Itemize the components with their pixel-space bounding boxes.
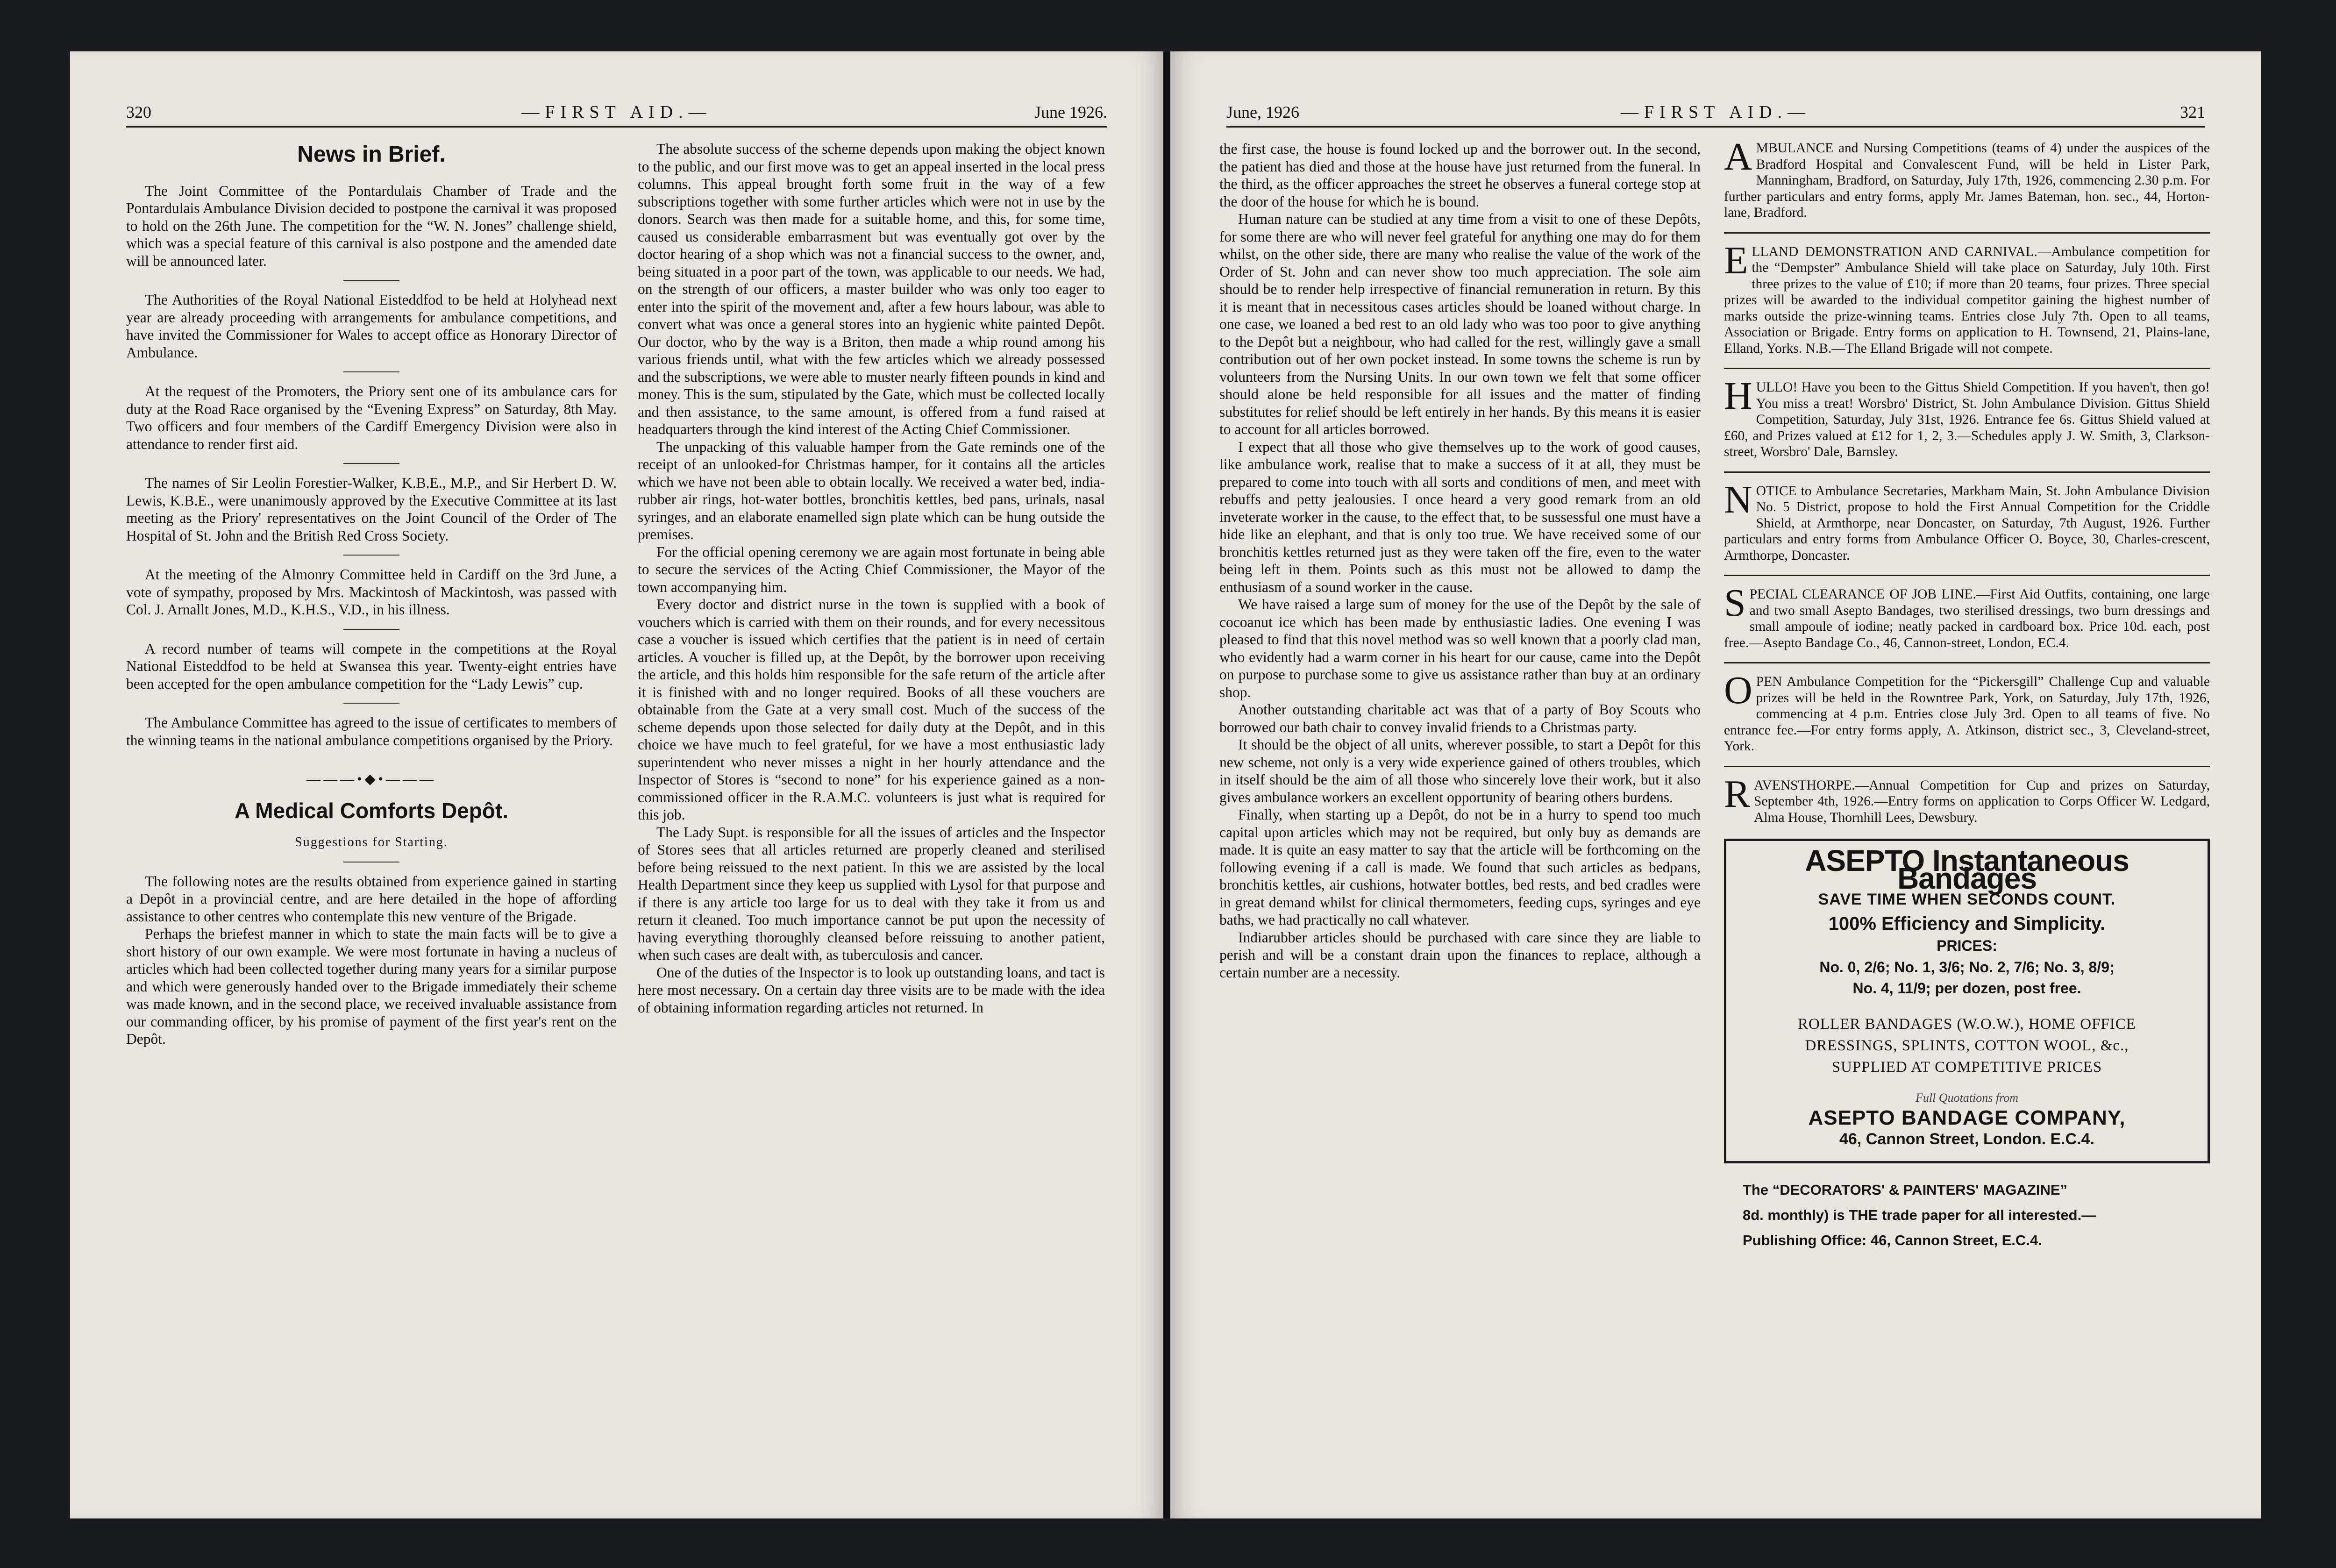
ad-title: ASEPTO Instantaneous Bandages [1805, 844, 2129, 895]
depot-paragraph: The following notes are the results obtained from experience gained in starting a Depôt in a provincial centre, and are here detailed in the hope of affording assistance to other centres who contemplate this new venture of the Brigade. [126, 873, 617, 925]
notice-text: AVENSTHORPE.—Annual Competition for Cup and prizes on Saturday, September 4th, 1926.—Entry forms on application to Corps Officer W. Ledgard, Alma House, Thornhill Lees, Dewsbury. [1754, 777, 2210, 825]
depot-subheading: Suggestions for Starting. [295, 835, 448, 849]
notice-pickersgill [1724, 669, 2210, 755]
ad-address: 46, Cannon Street, London. E.C.4. [1839, 1130, 2094, 1148]
divider [343, 555, 399, 556]
page-number: 320 [126, 103, 151, 121]
drop-cap: R [1724, 772, 1751, 816]
news-paragraph: The names of Sir Leolin Forestier-Walker, K.B.E., M.P., and Sir Herbert D. W. Lewis, K.B.E., were unanimously approved by the Executive Committee at its last meeting as the Priory' representatives on the Joint Council of the Order of The Hospital of St. John and the British Red Cross Society. [126, 475, 617, 544]
right-column-2-notices [1724, 140, 2210, 1481]
running-title: —FIRST AID.— [1620, 102, 1811, 122]
issue-date: June 1926. [1034, 103, 1107, 121]
divider [1724, 471, 2210, 473]
notice-markham [1724, 478, 2210, 564]
right-page [1170, 51, 2261, 1518]
notice-text: MBULANCE and Nursing Competitions (teams of 4) under the auspices of the Bradford Hospital and Convalescent Fund, will be held in Lister Park, Manningham, Bradford, on Saturday, July 17th, 1926, commencing 2.30 p.m. For further particulars and entry forms, apply Mr. James Bateman, hon. sec., 44, Horton-lane, Bradford. [1724, 141, 2210, 220]
news-paragraph: The Ambulance Committee has agreed to the issue of certificates to members of the winning teams in the national ambulance competitions organised by the Priory. [126, 714, 617, 748]
left-column-2 [638, 140, 1105, 1481]
divider [343, 703, 399, 704]
news-paragraph: The Joint Committee of the Pontardulais Chamber of Trade and the Pontardulais Ambulance Division decided to postpone the carnival it was proposed to hold on the 26th June. The competition for the “W. N. Jones” challenge shield, which was a special feature of this carnival is also postpone and the amended date will be announced later. [126, 182, 617, 269]
notice-clearance [1724, 581, 2210, 651]
divider [1724, 662, 2210, 663]
article-paragraph: I expect that all those who give themselves up to the work of good causes, like ambulance work, realise that to make a success of it at all, they must be prepared to come into touch with all sorts and conditions of men, and meet with rebuffs and petty jealousies. I once heard a very good remark from an old inveterate worker in the cause, to the effect that, to be sussessful one must have a hide like an elephant, and that is only too true. We have received some of our bronchitis kettles returned just as they were taken off the fire, even to the water being left in them. Points such as this must not be allowed to damp the enthusiasm of a sound worker in the cause. [1219, 438, 1701, 595]
ad-prices-line: No. 4, 11/9; per dozen, post free. [1852, 980, 2081, 997]
ad-products [1736, 1013, 2198, 1078]
article-paragraph: Finally, when starting up a Depôt, do not be in a hurry to spend too much capital upon articles which may not be required, but only buy as demands are made. It is quite an easy matter to say that the article will be forthcoming on the following evening if a call is made. We found that such articles as bedpans, bronchitis kettles, air cushions, hotwater bottles, bed rests, and bed cradles were in great demand whilst for clinical thermometers, feeding cups, syringes and eye baths, we had practically no call whatever. [1219, 806, 1701, 928]
running-head-left [126, 98, 1107, 128]
depot-paragraph: One of the duties of the Inspector is to look up outstanding loans, and tact is here most necessary. On a certain day three visits are to be made with the idea of obtaining information regarding articles not returned. In [638, 964, 1105, 1016]
ad-company: ASEPTO BANDAGE COMPANY, [1808, 1106, 2126, 1129]
notice-text: ULLO! Have you been to the Gittus Shield Competition. If you haven't, then go! You miss a treat! Worsbro' District, St. John Ambulance Division. Gittus Shield Competition, Saturday, July 31st, 1926. Entrance fee 6s. Gittus Shield valued at £60, and Prizes valued at £12 for 1, 2, 3.—Schedules apply J. W. Smith, 3, Clarkson-street, Worsbro' Dale, Barnsley. [1724, 380, 2210, 459]
ad-prices-line: No. 0, 2/6; No. 1, 3/6; No. 2, 7/6; No. 3, 8/9; [1819, 958, 2115, 976]
notice-gittus [1724, 374, 2210, 460]
page-number: 321 [2180, 103, 2205, 121]
divider [343, 371, 399, 372]
news-paragraph: At the request of the Promoters, the Priory sent one of its ambulance cars for duty at the Road Race organised by the “Evening Express” on Saturday, 8th May. Two officers and four members of the Cardiff Emergency Division were also in attendance to render first aid. [126, 383, 617, 452]
running-title: —FIRST AID.— [521, 102, 712, 122]
news-paragraph: The Authorities of the Royal National Eisteddfod to be held at Holyhead next year are already proceeding with arrangements for ambulance competitions, and have invited the Commissioner for Wales to accept office as Honorary Director of Ambulance. [126, 292, 617, 361]
notice-bradford [1724, 140, 2210, 221]
divider [1724, 368, 2210, 369]
article-paragraph: We have raised a large sum of money for the use of the Depôt by the sale of cocoanut ice which has been made by enthusiastic ladies. One evening I was pleased to find that this novel method was so well known that a poorly clad man, who evidently had a warm corner in his heart for our cause, came into the Depôt on purpose to purchase some to give us assistance rather than buy at an ordinary shop. [1219, 596, 1701, 700]
magazine-advertisement [1724, 1177, 2210, 1253]
issue-date: June, 1926 [1226, 103, 1299, 121]
notice-elland [1724, 238, 2210, 357]
notice-text: PECIAL CLEARANCE OF JOB LINE.—First Aid Outfits, containing, one large and two small Asepto Bandages, two sterilised dressings, two burn dressings and small ampoule of iodine; neatly packed in cardboard box. Price 10d. each, post free.—Asepto Bandage Co., 46, Cannon-street, London, EC.4. [1724, 587, 2210, 650]
article-paragraph: Indiarubber articles should be purchased with care since they are liable to perish and will be a constant drain upon the finances to replace, although a certain number are a necessity. [1219, 929, 1701, 981]
drop-cap: H [1724, 374, 1752, 418]
divider [1724, 766, 2210, 767]
drop-cap: S [1724, 581, 1746, 625]
right-column-1 [1219, 140, 1701, 1481]
magazine-ad-line: The “DECORATORS' & PAINTERS' MAGAZINE” [1743, 1182, 2068, 1198]
ad-efficiency: 100% Efficiency and Simplicity. [1828, 913, 2106, 934]
ad-prices-label: PRICES: [1937, 937, 1997, 954]
magazine-ad-line: 8d. monthly) is THE trade paper for all interested.— [1743, 1207, 2096, 1223]
news-heading: News in Brief. [297, 142, 446, 167]
running-head-right [1226, 98, 2205, 128]
depot-paragraph: The absolute success of the scheme depends upon making the object known to the public, and our first move was to get an appeal inserted in the local press columns. This appeal brought forth some fruit in the way of a few subscriptions together with some further articles which were not in use by the donors. Search was then made for a suitable home, and this, for some time, caused us considerable embarrasment but was eventually got over by the doctor hearing of a shop which was not a financial success to the owner, and, being situated in a poor part of the town, was applicable to our needs. We had, on the strength of our officers, a master builder who was only too eager to enter into the spirit of the movement and, after a few hours labour, was able to convert what was once a general stores into an hygienic white painted Depôt. Our doctor, who by the way is a Briton, then made a whip round among his various friends until, what with the few articles which we already possessed and the subscriptions, we were able to muster nearly fifteen pounds in kind and money. This is the sum, stipulated by the Gate, which must be collected locally and then assistance, to the same amount, is offered from a fund raised at headquarters through the kind interest of the Acting Chief Commissioner. [638, 141, 1105, 437]
left-column-1 [126, 140, 617, 1481]
notice-text: PEN Ambulance Competition for the “Pickersgill” Challenge Cup and valuable prizes will be held in the Rowntree Park, York, on Saturday, July 17th, 1926, commencing at 4 p.m. Entries close July 3rd. Open to all teams of five. No entrance fee.—For entry forms apply, A. Atkinson, district sec., 3, Cleveland-street, York. [1724, 674, 2210, 754]
asepto-advertisement [1724, 839, 2210, 1163]
divider [1724, 232, 2210, 234]
depot-paragraph: Every doctor and district nurse in the town is supplied with a book of vouchers which is carried with them on their rounds, and for every necessitous case a voucher is issued which certifies that the patient is in need of certain articles. A voucher is filled up, at the Depôt, by the borrower upon receiving the article, and this holds him responsible for the safe return of the article after it is finished with and no longer required. Books of all these vouchers are obtainable from the Gate at a very small cost. Much of the success of the scheme depends upon those selected for daily duty at the Depôt, and in this choice we have much to feel grateful, for we have a most enthusiastic lady superintendent who never misses a night in her hourly attendance and the Inspector of Stores is “second to none” for his experience gained as a non-commissioned officer in the R.A.M.C. volunteers is just what is required for this job. [638, 596, 1105, 823]
article-paragraph: Another outstanding charitable act was that of a party of Boy Scouts who borrowed our bath chair to convey invalid friends to a Christmas party. [1219, 701, 1701, 735]
notice-ravensthorpe [1724, 772, 2210, 826]
divider [343, 629, 399, 630]
depot-paragraph: Perhaps the briefest manner in which to state the main facts will be to give a short history of our own example. We were most fortunate in having a nucleus of articles which had been collected together during many years for a similar purpose and which were generously handed over to the Brigade immediately their scheme was made known, and in the second place, we received invaluable assistance from our commanding officer, by his promise of payment of the first year's rent on the Depôt. [126, 926, 617, 1047]
drop-cap: E [1724, 238, 1748, 282]
magazine-ad-line: Publishing Office: 46, Cannon Street, E.C.4. [1743, 1232, 2042, 1248]
depot-paragraph: The Lady Supt. is responsible for all the issues of articles and the Inspector of Stores sees that all articles returned are properly cleaned and sterilised before being reissued to the next patient. In this we are assisted by the local Health Department since they keep us supplied with Lysol for that purpose and if there is any article too large for us to deal with they take it from us and return it cleaned. Too much importance cannot be put upon the necessity of having everything thoroughly cleansed before reissuing to another patient, when such cases are dealt with, as tuberculosis and cancer. [638, 824, 1105, 963]
depot-paragraph: For the official opening ceremony we are again most fortunate in being able to secure the services of the Acting Chief Commissioner, the Mayor of the town accompanying him. [638, 543, 1105, 595]
ad-quotations: Full Quotations from [1915, 1090, 2019, 1105]
depot-heading: A Medical Comforts Depôt. [234, 798, 509, 823]
article-paragraph: Human nature can be studied at any time from a visit to one of these Depôts, for some there are who will never feel grateful for anything one may do for them whilst, on the other side, there are many who realise the value of the work of the Order of St. John and can never show too much appreciation. The sole aim should be to render help irrespective of financial remuneration in return. By this it is meant that in necessitous cases articles should be loaned without charge. In one case, we loaned a bed rest to an old lady who was too poor to give anything to the Depôt but a neighbour, who had called for the rest, willingly gave a small contribution out of her own pocket instead. In some towns the scheme is run by volunteers from the Nursing Units. In our own town we felt that some officer should alone be held responsible for all issues and the matter of finding substitutes for relief should be left entirely in her hands. By this means it is easier to account for all articles borrowed. [1219, 211, 1701, 437]
left-page [70, 51, 1163, 1518]
ad-tagline: SAVE TIME WHEN SECONDS COUNT. [1818, 891, 2116, 908]
article-paragraph: the first case, the house is found locked up and the borrower out. In the second, the patient has died and those at the house have just returned from the funeral. In the third, as the officer approaches the street he observes a funeral cortege stop at the door of the house for which he is bound. [1219, 141, 1701, 210]
notice-text: OTICE to Ambulance Secretaries, Markham Main, St. John Ambulance Division No. 5 District, propose to hold the First Annual Competition for the Criddle Shield, at Armthorpe, near Doncaster, on Saturday, 7th August, 1926. Further particulars and entry forms from Ambulance Officer O. Boyce, 30, Charles-crescent, Armthorpe, Doncaster. [1724, 483, 2210, 563]
ornament-divider: ———•◆•——— [306, 771, 437, 787]
divider [343, 280, 399, 281]
drop-cap: A [1724, 140, 1752, 178]
ad-products-line: DRESSINGS, SPLINTS, COTTON WOOL, &c., [1805, 1037, 2129, 1054]
news-paragraph: At the meeting of the Almonry Committee held in Cardiff on the 3rd June, a vote of sympathy, proposed by Mrs. Mackintosh of Mackintosh, was passed with Col. J. Arnallt Jones, M.D., K.H.S., V.D., in his illness. [126, 566, 617, 618]
ad-products-line: ROLLER BANDAGES (W.O.W.), HOME OFFICE [1798, 1015, 2136, 1033]
notice-text: LLAND DEMONSTRATION AND CARNIVAL.—Ambulance competition for the “Dempster” Ambulance Shield will take place on Saturday, July 10th. First three prizes to the value of £10; if more than 20 teams, four prizes. Three special prizes will be awarded to the individual competitor gaining the highest number of marks outside the prize-winning teams. Entries close July 7th. Open to all teams, Association or Brigade. Entry forms on application to H. Townsend, 21, Plains-lane, Elland, Yorks. N.B.—The Elland Brigade will not compete. [1724, 244, 2210, 356]
divider [1724, 575, 2210, 576]
depot-paragraph: The unpacking of this valuable hamper from the Gate reminds one of the receipt of an unlooked-for Christmas hamper, for it contains all the articles which we have not been able to obtain locally. We received a water bed, india-rubber air rings, hot-water bottles, bronchitis kettles, bed pans, urinals, nasal syringes, and an elaborate enamelled sign plate which can be hung outside the premises. [638, 438, 1105, 542]
news-paragraph: A record number of teams will compete in the competitions at the Royal National Eisteddfod to be held at Swansea this year. Twenty-eight entries have been accepted for the open ambulance competition for the “Lady Lewis” cup. [126, 640, 617, 692]
article-paragraph: It should be the object of all units, wherever possible, to start a Depôt for this new scheme, not only is a very wide experience gained of others troubles, which in itself should be the aim of all those who sincerely love their work, but it also gives ambulance workers an excellent opportunity of bearing others burdens. [1219, 736, 1701, 805]
drop-cap: O [1724, 669, 1752, 712]
ad-products-line: SUPPLIED AT COMPETITIVE PRICES [1831, 1058, 2102, 1076]
drop-cap: N [1724, 478, 1752, 521]
divider [343, 463, 399, 464]
